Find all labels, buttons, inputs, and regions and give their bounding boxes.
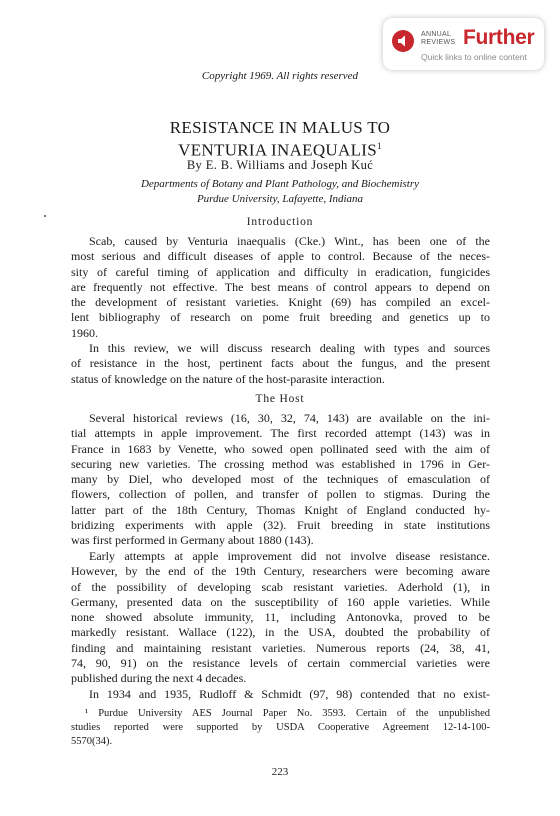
text-line: However, by the end of the 19th Century, researchers were becoming aware (71, 564, 490, 579)
affiliation-line-1: Departments of Botany and Plant Pathology, and Biochemistry (140, 178, 420, 190)
text-line: most serious and difficult diseases of apple to control. Because of the neces- (71, 249, 490, 264)
text-line: are frequently not effective. The best means of control appears to depend on (71, 279, 490, 294)
footnote-line: ¹ Purdue University AES Journal Paper No. 3593. Certain of the unpublished (85, 708, 490, 719)
text-line: latter part of the 18th Century, Thomas Knight of England conducted hy- (71, 502, 490, 517)
text-line: Germany, presented data on the susceptibility of 160 apple varieties. While (71, 594, 490, 609)
text-line: markedly resistant. Wallace (122), in the USA, doubted the probability of (71, 625, 490, 640)
copyright-notice: Copyright 1969. All rights reserved (201, 70, 359, 82)
text-line: Scab, caused by Venturia inaequalis (Cke.) Wint., has been one of the (89, 234, 490, 248)
text-line: of resistance in the host, pertinent facts about the fungus, and the present (71, 356, 490, 371)
text-line: bridizing experiments with apple (32). Fruit breeding in state institutions (71, 518, 490, 533)
host-paragraph-3 (71, 687, 490, 702)
section-heading-the-host: The Host (255, 393, 305, 405)
page-number: 223 (271, 766, 289, 778)
text-line: lent bibliography of research on pome fruit breeding and genetics up to (71, 310, 490, 325)
text-line: Several historical reviews (16, 30, 32, 74, 143) are available on the ini- (89, 411, 490, 425)
footnote (71, 707, 490, 749)
host-paragraph-2 (71, 549, 490, 687)
title-footnote-marker[interactable]: 1 (377, 141, 382, 151)
annual-reviews-further-banner[interactable] (383, 18, 544, 70)
host-paragraph-1 (71, 411, 490, 549)
annual-label: ANNUAL (421, 31, 452, 38)
affiliation (0, 177, 560, 207)
affiliation-line-2: Purdue University, Lafayette, Indiana (196, 193, 364, 205)
text-line: many by Diel, who developed most of the techniques of emasculation of (71, 472, 490, 487)
footnote-line: studies reported were supported by USDA Cooperative Agreement 12-14-100- (71, 722, 490, 733)
intro-paragraph-1 (71, 234, 490, 341)
title-line-2-text: VENTURIA INAEQUALIS (178, 140, 377, 160)
text-line: flowers, collection of pollen, and transfer of pollen to stigmas. During the (71, 487, 490, 502)
text-line: In this review, we will discuss research dealing with types and sources (89, 341, 490, 355)
text-line: published during the next 4 decades. (71, 671, 247, 686)
text-line: tial attempts in apple improvement. The first recorded attempt (143) was in (71, 426, 490, 441)
title-line-1: RESISTANCE IN MALUS TO (169, 118, 391, 137)
text-line: France in 1683 by Venette, who sowed open pollinated seed with the aim of (71, 441, 490, 456)
text-line: the development of resistant varieties. Knight (69) has compiled an excel- (71, 295, 490, 310)
text-line: sity of careful timing of application and difficulty in eradication, fungicides (71, 264, 490, 279)
text-line: In 1934 and 1935, Rudloff & Schmidt (97, 98) contended that no exist- (89, 687, 490, 701)
text-line: finding and maintaining resistant varieties. Numerous reports (24, 38, 41, (71, 640, 490, 655)
text-line: 1960. (71, 325, 98, 340)
quick-links-label: Quick links to online content (421, 52, 527, 62)
reviews-label: REVIEWS (421, 39, 456, 46)
text-line: securing new varieties. The crossing method was established in 1796 in Ger- (71, 456, 490, 471)
text-line: Early attempts at apple improvement did not involve disease resistance. (89, 549, 490, 563)
text-line: 74, 90, 91) on the resistance levels of certain commercial varieties were (71, 656, 490, 671)
text-line: status of knowledge on the nature of the host-parasite interaction. (71, 371, 385, 386)
section-heading-introduction: Introduction (246, 216, 314, 228)
text-line: none showed absolute immunity, 11, including Antonovka, proved to be (71, 610, 490, 625)
title-line-2 (0, 137, 560, 160)
further-label: Further (463, 26, 535, 49)
article-title (0, 118, 560, 160)
authors: By E. B. Williams and Joseph Kuć (186, 158, 374, 172)
annual-reviews-logo-text (421, 31, 455, 47)
intro-paragraph-2 (71, 341, 490, 387)
speaker-icon (392, 30, 414, 52)
text-line: of the possibility of developing scab resistant varieties. Aderhold (1), in (71, 579, 490, 594)
footnote-line: 5570(34). (71, 736, 113, 747)
text-line: was first performed in Germany about 1880 (143). (71, 533, 314, 548)
